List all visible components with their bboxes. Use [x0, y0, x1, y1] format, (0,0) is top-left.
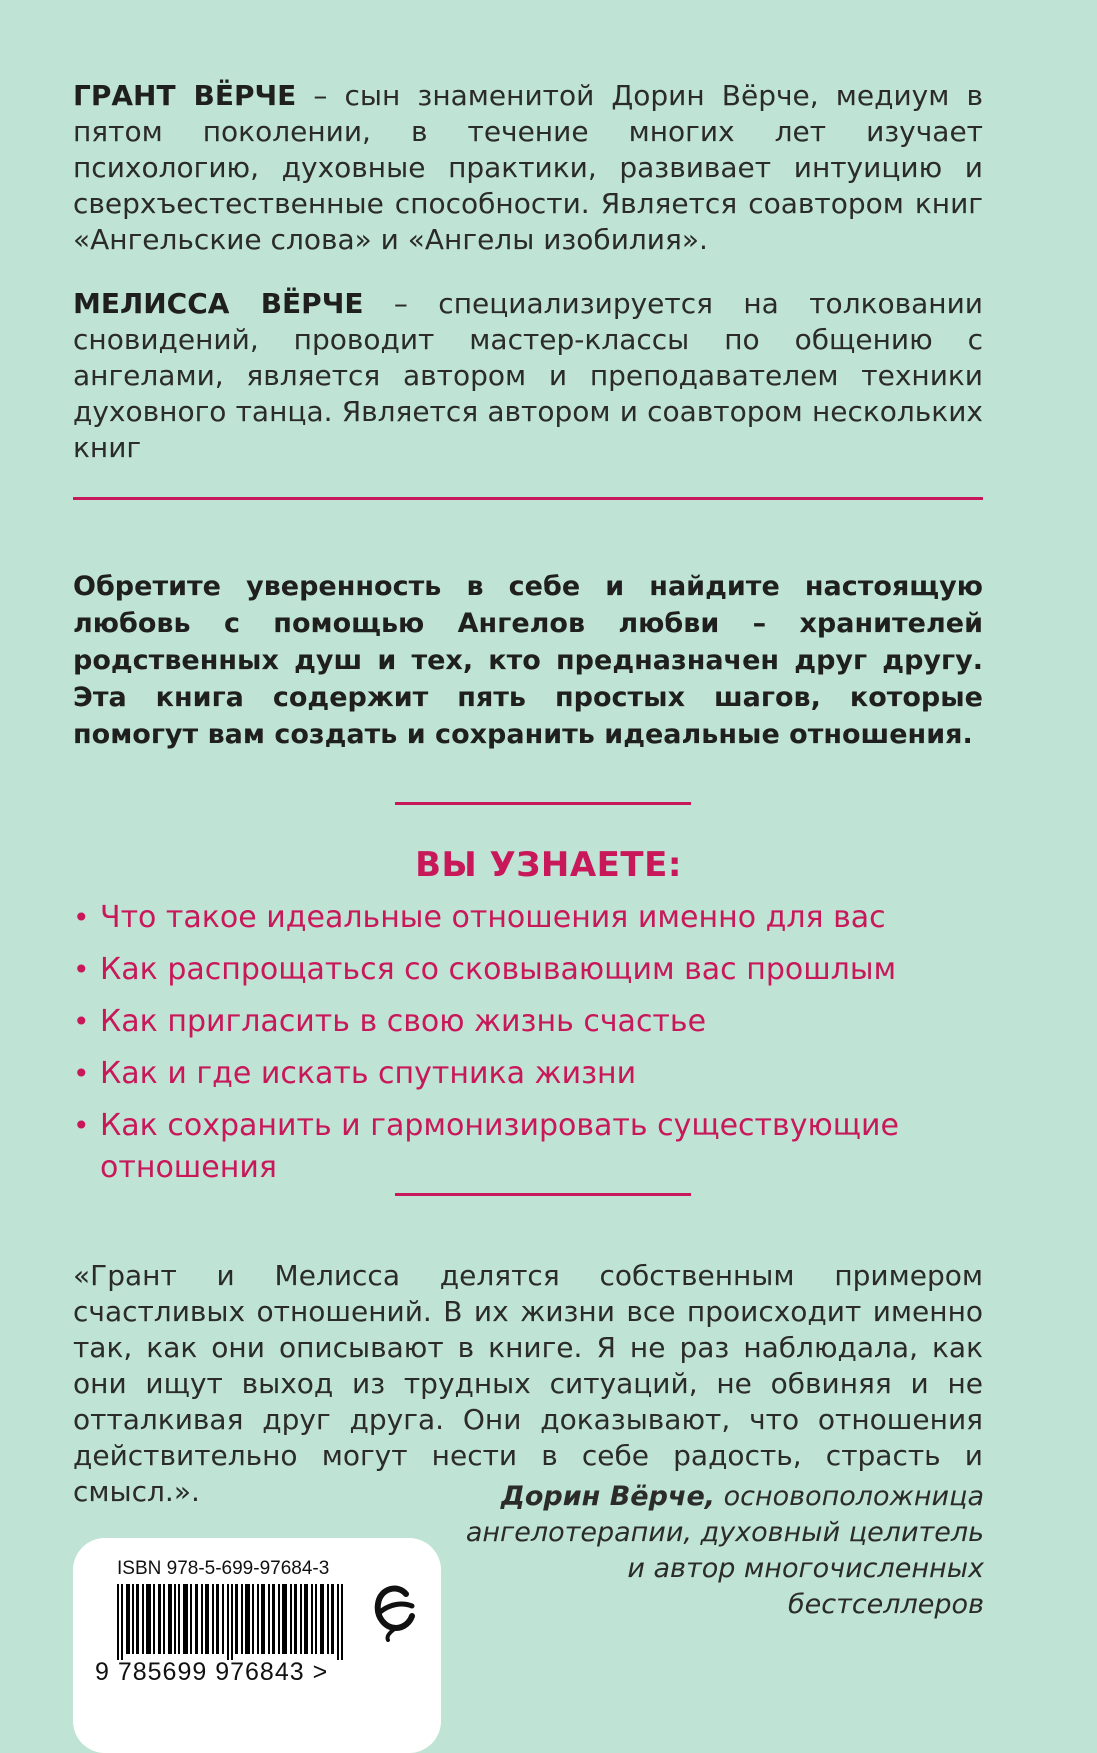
bullet-icon: • [73, 1005, 90, 1038]
quote-attribution [464, 1479, 984, 1623]
divider [73, 497, 983, 500]
list-item [73, 1053, 983, 1095]
bullet-icon: • [73, 1057, 90, 1090]
bullet-icon: • [73, 901, 90, 934]
bullet-icon: • [73, 1109, 90, 1142]
list-item [73, 1001, 983, 1043]
list-item-text: Как пригласить в свою жизнь счастье [100, 1004, 707, 1039]
eksmo-logo-icon [372, 1582, 416, 1642]
author-name-grant: ГРАНТ ВЁРЧЕ [73, 79, 297, 112]
learn-list [73, 897, 983, 1199]
author-bio-melissa [73, 286, 983, 466]
book-blurb: Обретите уверенность в себе и найдите настоящую любовь с помощью Ангелов любви – хранителей родственных душ и тех, кто предназначен друг другу. Эта книга содержит пять простых шагов, которые помогут вам создать и сохранить идеальные отношения. [73, 571, 983, 750]
list-item [73, 897, 983, 939]
learn-heading: ВЫ УЗНАЕТЕ: [415, 845, 682, 885]
quote-author-desc: основоположница ангелотерапии, духовный целитель и автор многочисленных бестселлеров [465, 1481, 984, 1620]
quote-author: Дорин Вёрче, [500, 1481, 716, 1512]
list-item-text: Как сохранить и гармонизировать существующие отношения [100, 1108, 899, 1185]
barcode-panel [73, 1538, 441, 1753]
bullet-icon: • [73, 953, 90, 986]
list-item-text: Как распрощаться со сковывающим вас прошлым [100, 952, 897, 987]
author-name-melissa: МЕЛИССА ВЁРЧЕ [73, 287, 364, 320]
list-item-text: Что такое идеальные отношения именно для вас [100, 900, 886, 935]
barcode-icon [117, 1584, 347, 1660]
isbn-label: ISBN 978-5-699-97684-3 [117, 1558, 330, 1579]
testimonial-quote: «Грант и Мелисса делятся собственным примером счастливых отношений. В их жизни все происходит именно так, как они описывают в книге. Я не раз наблюдала, как они ищут выход из трудных ситуаций, не обвиняя и не отталкивая друг друга. Они доказывают, что отношения действительно могут нести в себе радость, страсть и смысл.». [73, 1259, 983, 1508]
barcode-digits: 9 785699 976843 > [95, 1658, 329, 1686]
divider [395, 1193, 691, 1196]
author-bio-grant [73, 78, 983, 258]
author-text-melissa: – специализируется на толковании сновидений, проводит мастер-классы по общению с ангелами, является автором и преподавателем техники духовного танца. Является автором и соавтором нескольких книг [73, 287, 983, 464]
list-item [73, 1105, 983, 1189]
list-item-text: Как и где искать спутника жизни [100, 1056, 637, 1091]
list-item [73, 949, 983, 991]
divider [395, 802, 691, 805]
author-text-grant: – сын знаменитой Дорин Вёрче, медиум в пятом поколении, в течение многих лет изучает психологию, духовные практики, развивает интуицию и сверхъестественные способности. Является соавтором книг «Ангельские слова» и «Ангелы изобилия». [73, 79, 983, 256]
